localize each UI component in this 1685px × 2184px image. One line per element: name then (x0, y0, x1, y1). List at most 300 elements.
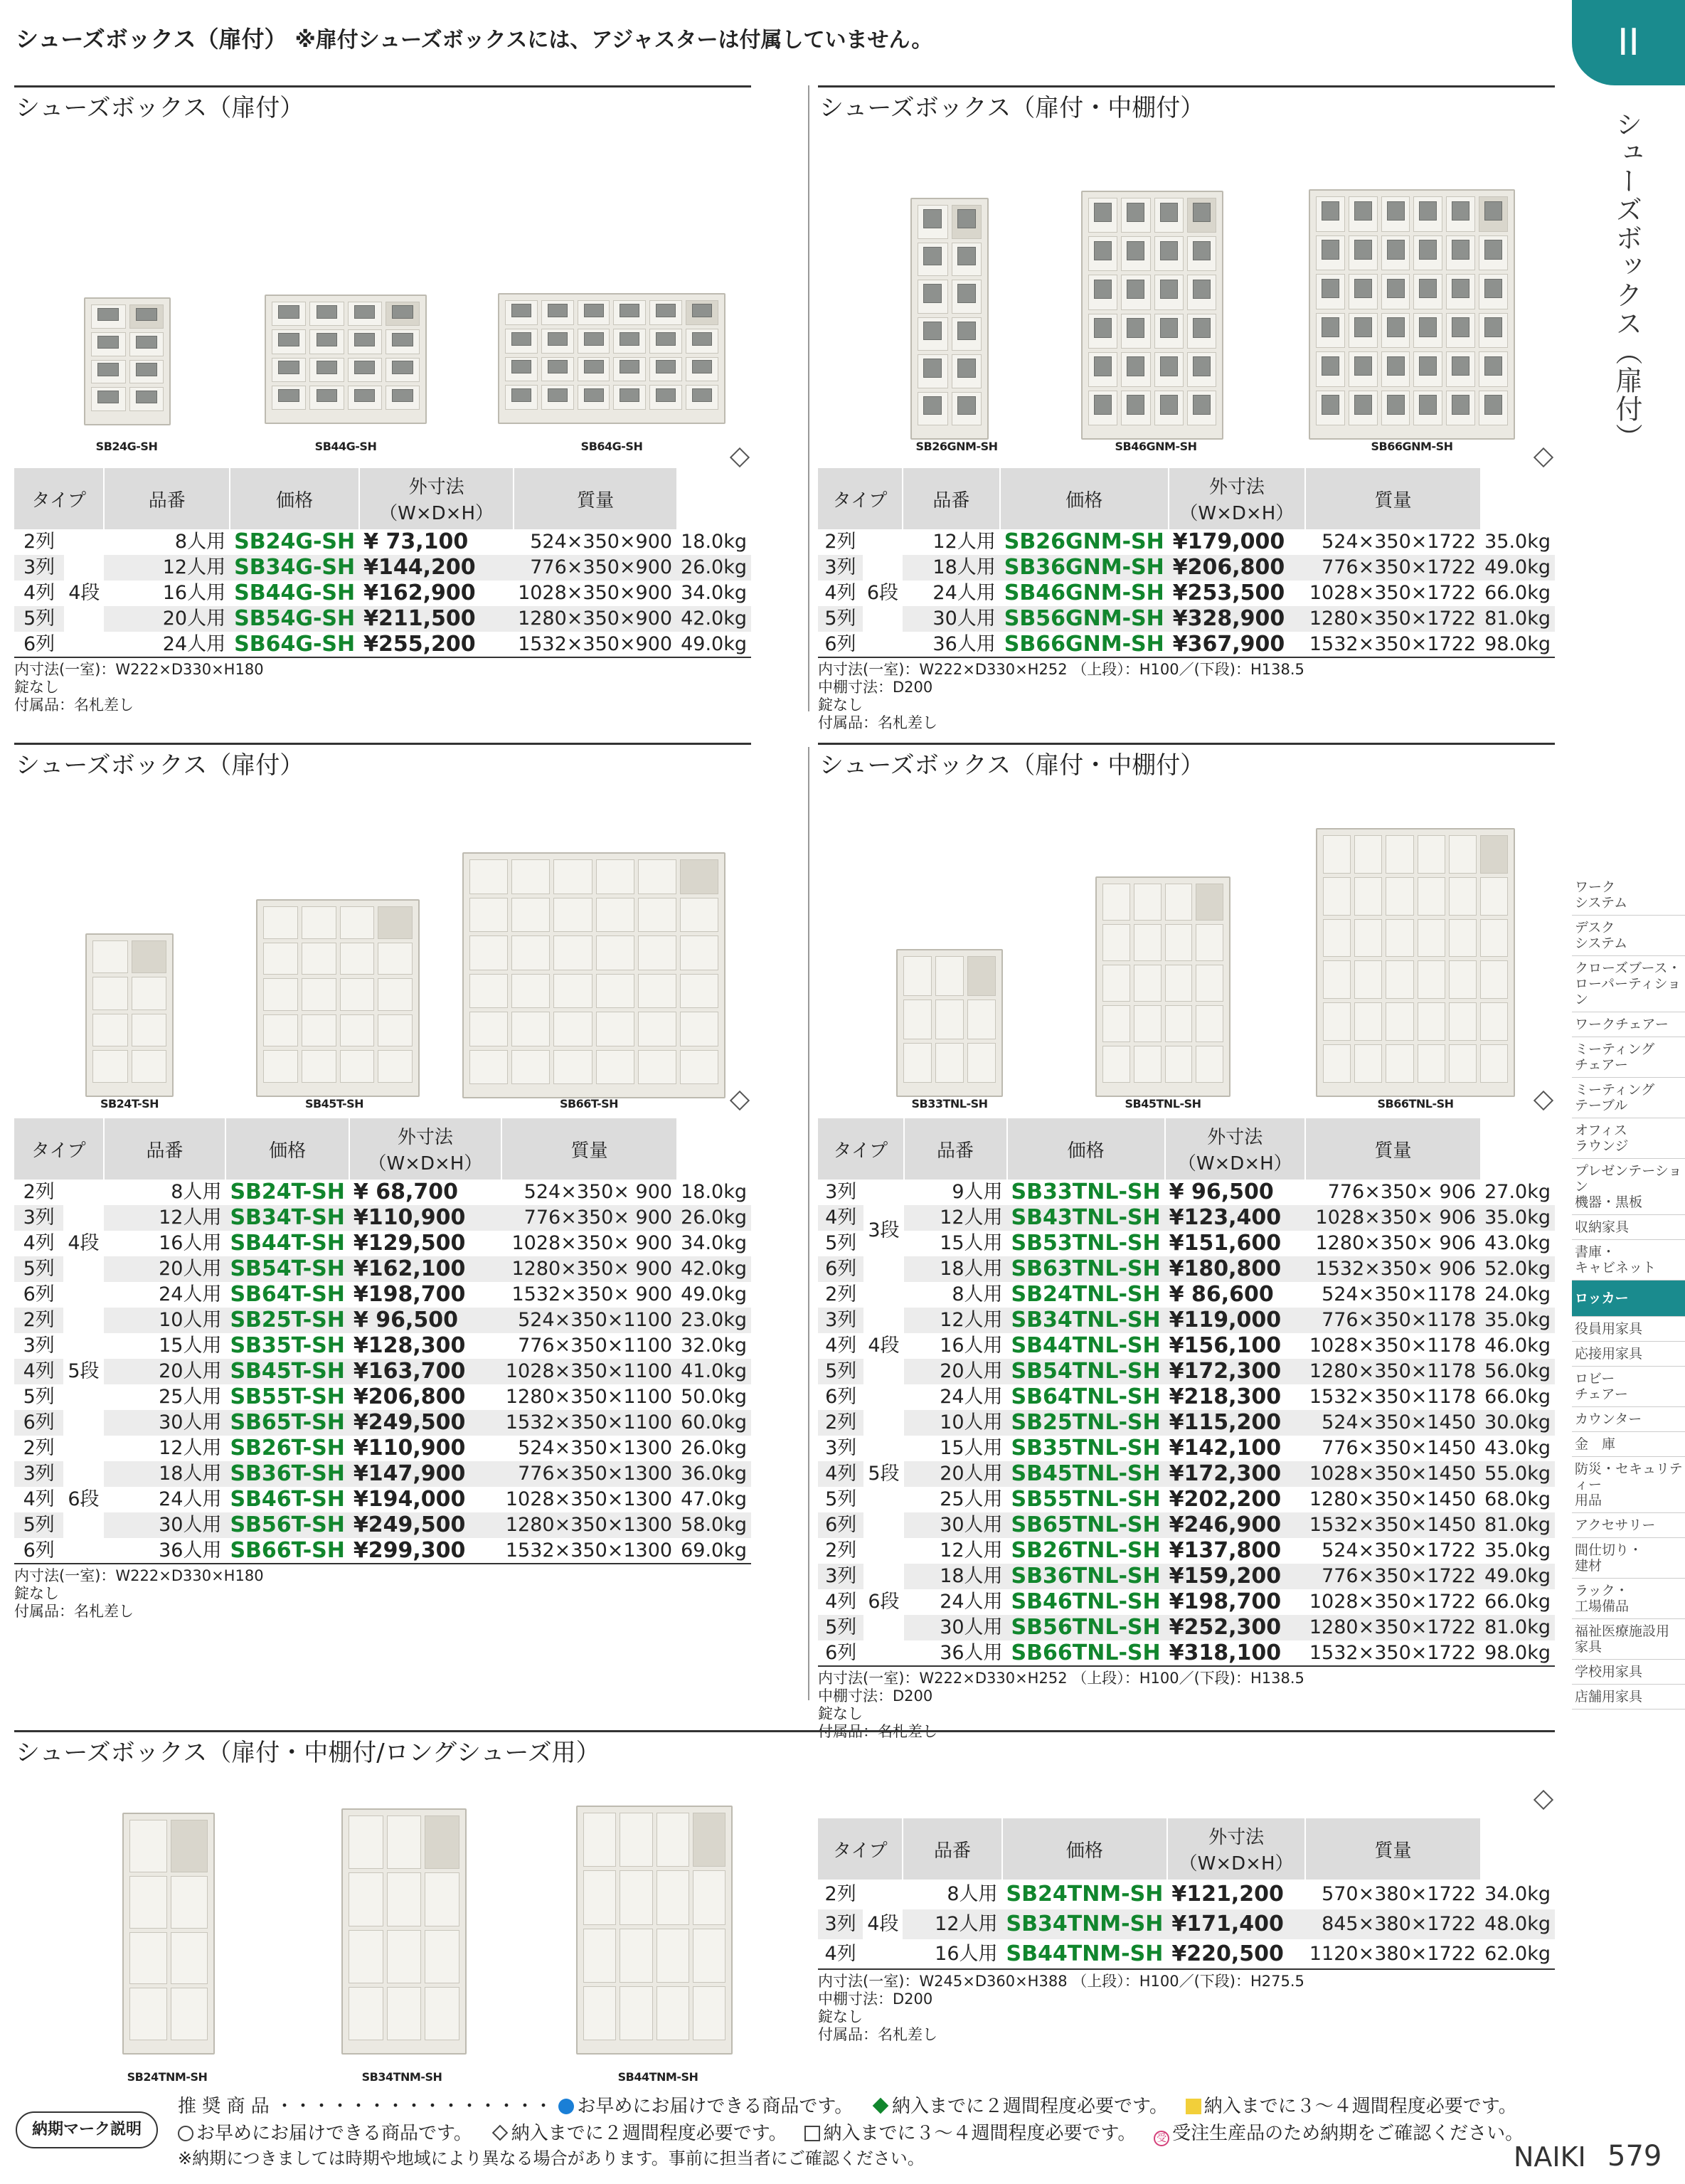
title-main: シューズボックス（扉付） (16, 26, 287, 53)
cell-dimensions: 1532×350× 900 (511, 1283, 673, 1305)
cell-price: ¥299,300 (353, 1537, 466, 1563)
sidebar-item[interactable]: 福祉医療施設用 家具 (1572, 1619, 1685, 1660)
cabinet-door (578, 385, 610, 410)
cell-columns: 4列 (824, 1942, 856, 1965)
cell-price: ¥ 96,500 (1169, 1180, 1274, 1204)
cell-weight: 26.0kg (681, 1437, 747, 1459)
table-row (14, 1180, 751, 1205)
cell-tiers: 4段 (63, 1180, 103, 1308)
brand-logo: NAIKI (1514, 2141, 1586, 2173)
cell-price: ¥318,100 (1169, 1640, 1282, 1665)
cell-capacity: 24人用 (932, 582, 996, 604)
cabinet-door (1479, 313, 1508, 349)
cell-part-number: SB26T-SH (230, 1436, 345, 1461)
section-sb-g (14, 85, 751, 714)
cabinet-door (1134, 924, 1162, 961)
cell-tiers: 4段 (863, 1282, 903, 1410)
sidebar-item[interactable]: 応接用家具 (1572, 1342, 1685, 1367)
cabinet-door (1349, 351, 1378, 387)
cabinet-door (1413, 274, 1442, 309)
header-part: 品番 (104, 1118, 226, 1180)
cabinet-door (613, 357, 646, 382)
cell-price: ¥218,300 (1169, 1384, 1282, 1409)
sidebar-item[interactable]: オフィス ラウンジ (1572, 1118, 1685, 1159)
note-line: 付属品：名札差し (818, 1723, 937, 1740)
cabinet-door (1446, 274, 1475, 309)
cell-capacity: 20人用 (104, 606, 230, 632)
cabinet-door (649, 357, 682, 382)
section-sb-gnm (818, 85, 1555, 732)
sidebar-item[interactable]: ミーティング チェアー (1572, 1037, 1685, 1078)
cabinet-door (1386, 960, 1413, 999)
cabinet-door (378, 943, 413, 975)
cell-weight: 24.0kg (1484, 1283, 1551, 1305)
sidebar-item[interactable]: 収納家具 (1572, 1215, 1685, 1240)
cabinet-door (91, 360, 126, 384)
note-line: 内寸法(一室)：W222×D330×H252 （上段）：H100／(下段)：H138.5 (818, 661, 1304, 678)
table-row (14, 1205, 751, 1231)
green-diamond-icon (873, 2098, 889, 2114)
cell-price: ¥249,500 (349, 1512, 501, 1538)
cabinet-door (967, 1000, 996, 1039)
cell-capacity: 24人用 (940, 1386, 1003, 1408)
cabinet-door (1196, 965, 1223, 1002)
spec-table (818, 1818, 1555, 1970)
product-image (1316, 828, 1515, 1097)
cabinet-door (511, 935, 550, 970)
cell-dimensions: 1028×350×1300 (505, 1488, 673, 1510)
sidebar-item[interactable]: ラック・ 工場備品 (1572, 1579, 1685, 1619)
cell-part-number: SB54T-SH (225, 1256, 349, 1282)
section-title: シューズボックス（扉付・中棚付/ロングシューズ用） (14, 1730, 1555, 1771)
image-caption: SB33TNL-SH (911, 1097, 988, 1110)
table-row (818, 1410, 1555, 1436)
cabinet-door (425, 1930, 459, 1983)
sidebar-item[interactable]: カウンター (1572, 1407, 1685, 1432)
cell-part-number: SB44G-SH (234, 581, 356, 605)
cell-capacity: 8人用 (952, 1283, 1003, 1305)
image-caption: SB66GNM-SH (1371, 440, 1453, 453)
product-image (341, 1808, 467, 2055)
note-line: 錠なし (14, 679, 59, 696)
cabinet-door (272, 386, 306, 410)
cabinet-door (386, 358, 420, 382)
cell-weight: 27.0kg (1484, 1181, 1551, 1203)
cabinet-door (680, 935, 718, 970)
cell-part-number: SB26GNM-SH (1004, 529, 1164, 554)
product-image (1095, 876, 1230, 1097)
cell-columns: 5列 (818, 1615, 863, 1640)
cell-price: ¥180,800 (1165, 1256, 1305, 1282)
cell-columns: 6列 (818, 1256, 863, 1282)
legend-text: お早めにお届けできる商品です。 (577, 2096, 854, 2117)
legend-footnote: ※納期につきましては時期や地域により異なる場合があります。事前に担当者にご確認ください。 (178, 2148, 925, 2168)
sidebar-item[interactable]: 間仕切り・ 建材 (1572, 1538, 1685, 1579)
cabinet-door (903, 956, 932, 996)
section-title: シューズボックス（扉付・中棚付） (818, 743, 1555, 784)
cabinet-door (1354, 919, 1382, 958)
cell-part-number: SB46GNM-SH (1004, 581, 1164, 605)
note-line: 付属品：名札差し (14, 696, 134, 714)
cabinet-door (263, 1050, 298, 1083)
cell-dimensions: 1028×350×1178 (1309, 1335, 1477, 1357)
header-part: 品番 (104, 468, 230, 529)
cell-capacity: 20人用 (904, 1461, 1007, 1487)
cabinet-door (553, 974, 592, 1009)
cabinet-door (1418, 1002, 1445, 1041)
cell-dimensions: 845×380×1722 (1305, 1909, 1480, 1939)
cabinet-door (1187, 236, 1216, 271)
cell-part-number: SB66GNM-SH (1004, 631, 1164, 657)
cell-dimensions: 1280×350× 900 (501, 1256, 676, 1282)
cabinet-door (1381, 391, 1410, 426)
cabinet-door (1165, 965, 1193, 1002)
table-row (14, 1282, 751, 1308)
cabinet-door (657, 1813, 689, 1867)
sidebar-category: シューズボックス（扉付） (1611, 110, 1642, 452)
table-row (14, 529, 751, 555)
cabinet-door (1088, 391, 1117, 425)
image-caption: SB46GNM-SH (1115, 440, 1197, 453)
cell-columns: 3列 (23, 1335, 55, 1357)
section-sb-tnl (818, 743, 1555, 1741)
cabinet-door (92, 977, 128, 1009)
cabinet-door (1165, 924, 1193, 961)
cell-dimensions: 1280×350×1100 (505, 1386, 673, 1408)
cell-columns: 3列 (825, 1181, 857, 1203)
cabinet-door (302, 1050, 336, 1083)
cell-capacity: 9人用 (952, 1181, 1003, 1203)
cabinet-door (349, 1872, 383, 1926)
cabinet-door (596, 898, 634, 933)
cabinet-door (1323, 877, 1351, 916)
sidebar-nav (1572, 875, 1685, 1709)
cell-weight: 30.0kg (1480, 1410, 1555, 1436)
page-title (16, 21, 932, 54)
table-row (14, 1384, 751, 1410)
cabinet-door (129, 387, 164, 411)
cabinet-door (1413, 313, 1442, 349)
title-note: ※扉付シューズボックスには、アジャスターは付属していません。 (294, 28, 933, 53)
delivery-diamond-icon (1533, 1790, 1553, 1810)
cabinet-door (132, 940, 167, 973)
cell-weight: 43.0kg (1484, 1232, 1551, 1254)
cabinet-door (1316, 196, 1345, 232)
cell-dimensions: 776×350×1300 (501, 1461, 676, 1487)
cell-dimensions: 1028×350×1722 (1309, 582, 1477, 604)
cell-dimensions: 776×350× 900 (501, 1205, 676, 1231)
cell-columns: 4列 (23, 582, 55, 604)
sidebar-item[interactable]: ワークチェアー (1572, 1012, 1685, 1037)
table-row (14, 1487, 751, 1512)
cell-capacity: 30人用 (104, 1512, 226, 1538)
cell-weight: 56.0kg (1480, 1359, 1555, 1384)
product-image (1081, 191, 1223, 440)
cell-capacity: 30人用 (904, 1512, 1007, 1538)
cell-part-number: SB24G-SH (234, 529, 356, 554)
cabinet-door (1088, 236, 1117, 271)
cell-part-number: SB56TNL-SH (1007, 1615, 1165, 1640)
sidebar-item[interactable]: ロビー チェアー (1572, 1367, 1685, 1407)
sidebar-item[interactable]: ワーク システム (1572, 875, 1685, 916)
cell-columns: 5列 (23, 1386, 55, 1408)
cell-weight: 42.0kg (676, 1256, 751, 1282)
cell-capacity: 20人用 (904, 1359, 1007, 1384)
cell-columns: 3列 (14, 1461, 63, 1487)
cabinet-door (553, 935, 592, 970)
cell-dimensions: 1028×350×1722 (1309, 1591, 1477, 1613)
cell-part-number: SB44TNL-SH (1011, 1333, 1161, 1358)
cell-price: ¥142,100 (1169, 1436, 1282, 1461)
cell-columns: 5列 (14, 1512, 63, 1538)
cabinet-door (1446, 391, 1475, 426)
cell-columns: 2列 (824, 531, 856, 553)
header-weight: 質量 (1305, 1818, 1480, 1880)
image-caption: SB66TNL-SH (1377, 1097, 1454, 1110)
cell-columns: 2列 (14, 1308, 63, 1333)
cell-columns: 2列 (23, 531, 55, 553)
cell-tiers: 4段 (64, 529, 104, 657)
cabinet-door (952, 317, 982, 351)
sidebar-item[interactable]: 防災・セキュリティー 用品 (1572, 1457, 1685, 1513)
cell-capacity: 24人用 (940, 1591, 1003, 1613)
table-row (14, 1256, 751, 1282)
cell-part-number: SB34T-SH (225, 1205, 349, 1231)
cell-price: ¥172,300 (1165, 1461, 1305, 1487)
cell-capacity: 25人用 (940, 1488, 1003, 1510)
cabinet-door (686, 357, 718, 382)
made-to-order-icon: 受 (1154, 2131, 1169, 2146)
table-row (818, 632, 1555, 657)
cabinet-door (1121, 275, 1150, 309)
cell-part-number: SB54TNL-SH (1007, 1359, 1165, 1384)
cell-dimensions: 1532×350×1450 (1305, 1512, 1480, 1538)
cabinet-door (469, 1050, 508, 1085)
note-line: 錠なし (818, 696, 863, 714)
table-row (14, 1333, 751, 1359)
cell-dimensions: 1280×350×1450 (1309, 1488, 1477, 1510)
cabinet-door (1349, 391, 1378, 426)
cell-dimensions: 1280×350×1300 (501, 1512, 676, 1538)
cell-price: ¥206,800 (353, 1384, 466, 1409)
cell-columns: 6列 (824, 632, 856, 655)
cabinet-door (309, 329, 344, 354)
cabinet-door (686, 385, 718, 410)
product-image (85, 933, 174, 1097)
cabinet-door (92, 1050, 128, 1083)
cabinet-door (171, 1932, 208, 1985)
cabinet-door (638, 974, 676, 1009)
cabinet-door (1354, 1044, 1382, 1083)
table-row (818, 1538, 1555, 1564)
cell-weight: 49.0kg (681, 632, 747, 655)
column-divider (808, 747, 809, 1700)
cell-columns: 2列 (825, 1283, 857, 1305)
sidebar-item[interactable]: アクセサリー (1572, 1513, 1685, 1538)
cabinet-door (553, 898, 592, 933)
product-image (896, 949, 1003, 1097)
cell-dimensions: 570×380×1722 (1322, 1883, 1477, 1905)
cell-dimensions: 1280×350×1178 (1305, 1359, 1480, 1384)
cabinet-door (1187, 314, 1216, 349)
cabinet-door (1323, 919, 1351, 958)
cell-dimensions: 1532×350× 906 (1305, 1256, 1480, 1282)
cell-part-number: SB55TNL-SH (1011, 1487, 1161, 1512)
cell-price: ¥110,900 (353, 1436, 466, 1461)
cell-capacity: 12人用 (159, 1437, 222, 1459)
cabinet-door (302, 1014, 336, 1047)
cabinet-door (1187, 352, 1216, 387)
cabinet-door (1323, 1044, 1351, 1083)
cabinet-door (649, 385, 682, 410)
cabinet-door (583, 1870, 616, 1924)
cell-weight: 34.0kg (681, 582, 747, 604)
cell-price: ¥156,100 (1169, 1333, 1282, 1358)
cell-capacity: 15人用 (940, 1437, 1003, 1459)
cell-price: ¥194,000 (353, 1487, 466, 1512)
cell-columns: 3列 (14, 555, 64, 581)
cabinet-door (272, 302, 306, 326)
legend-recommended: 推 奨 商 品 ・・・・・・・・・・・・・・・ (178, 2096, 553, 2117)
cell-columns: 6列 (23, 632, 55, 655)
cabinet-door (657, 1986, 689, 2040)
sidebar-item[interactable]: 学校用家具 (1572, 1660, 1685, 1685)
cabinet-door (620, 1986, 652, 2040)
sidebar-item[interactable]: クローズブース・ ローパーティション (1572, 956, 1685, 1012)
cabinet-door (638, 935, 676, 970)
cabinet-door (425, 1815, 459, 1869)
cabinet-door (1479, 391, 1508, 426)
cabinet-door (1480, 919, 1508, 958)
table-row (818, 1939, 1555, 1969)
table-row (818, 555, 1555, 581)
note-line: 錠なし (818, 1705, 863, 1722)
cabinet-door (511, 859, 550, 894)
cell-price: ¥198,700 (353, 1282, 466, 1307)
cabinet-door (918, 280, 948, 314)
cabinet-door (132, 1014, 167, 1046)
cabinet-door (272, 329, 306, 354)
cell-price: ¥ 73,100 (363, 529, 469, 554)
sidebar-item[interactable]: 役員用家具 (1572, 1317, 1685, 1342)
cell-weight: 34.0kg (1484, 1883, 1551, 1905)
chapter-tab[interactable]: II (1572, 0, 1685, 85)
cabinet-door (541, 329, 574, 354)
cell-tiers: 6段 (863, 1538, 903, 1666)
cabinet-door (469, 935, 508, 970)
cabinet-door (1102, 884, 1130, 921)
cell-capacity: 36人用 (159, 1539, 222, 1562)
cabinet-door (918, 205, 948, 239)
cabinet-door (553, 1050, 592, 1085)
cabinet-door (680, 898, 718, 933)
table-row (14, 1410, 751, 1436)
sidebar-item[interactable]: 金 庫 (1572, 1432, 1685, 1457)
cabinet-door (263, 943, 298, 975)
header-weight: 質量 (1305, 468, 1480, 529)
cabinet-door (91, 304, 126, 329)
cell-capacity: 20人用 (104, 1256, 226, 1282)
cabinet-door (1480, 1044, 1508, 1083)
cabinet-door (918, 354, 948, 388)
cabinet-door (1446, 313, 1475, 349)
header-type: タイプ (14, 1118, 104, 1180)
cabinet-door (596, 1050, 634, 1085)
cell-part-number: SB64T-SH (230, 1282, 345, 1307)
cell-weight: 60.0kg (676, 1410, 751, 1436)
cabinet-door (1386, 919, 1413, 958)
cell-dimensions: 776×350×1722 (1305, 1564, 1480, 1589)
sidebar-item[interactable]: ミーティング テーブル (1572, 1078, 1685, 1118)
image-caption: SB45T-SH (304, 1097, 364, 1110)
cabinet-door (952, 205, 982, 239)
cabinet-door (1446, 235, 1475, 271)
section-title: シューズボックス（扉付） (14, 743, 751, 784)
sidebar-item[interactable]: 店舗用家具 (1572, 1685, 1685, 1709)
cabinet-door (638, 1012, 676, 1046)
spec-notes (14, 658, 751, 714)
cabinet-door (1354, 877, 1382, 916)
cell-part-number: SB65T-SH (225, 1410, 349, 1436)
cell-price: ¥172,300 (1165, 1359, 1305, 1384)
sidebar-item[interactable]: ロッカー (1572, 1281, 1685, 1317)
cabinet-door (1354, 960, 1382, 999)
cell-capacity: 20人用 (104, 1359, 226, 1384)
cabinet-door (387, 1872, 422, 1926)
cell-price: ¥ 68,700 (353, 1180, 458, 1204)
cell-columns: 3列 (818, 555, 863, 581)
cabinet-door (1449, 919, 1477, 958)
cabinet-door (1134, 1046, 1162, 1083)
cell-weight: 35.0kg (1480, 1308, 1555, 1333)
cell-price: ¥137,800 (1169, 1538, 1282, 1563)
cell-capacity: 24人用 (162, 632, 226, 655)
cabinet-door (1349, 235, 1378, 271)
cabinet-door (1418, 877, 1445, 916)
cabinet-door (1323, 1002, 1351, 1041)
sidebar-item[interactable]: プレゼンテーション 機器・黒板 (1572, 1159, 1685, 1215)
sidebar-item[interactable]: デスク システム (1572, 916, 1685, 956)
table-row (818, 1359, 1555, 1384)
cell-dimensions: 524×350×1178 (1322, 1283, 1477, 1305)
cell-dimensions: 1532×350×1722 (1309, 1641, 1477, 1664)
cabinet-door (1316, 391, 1345, 426)
table-row (818, 1512, 1555, 1538)
header-type: タイプ (818, 468, 903, 529)
table-row (818, 1308, 1555, 1333)
sidebar-item[interactable]: 書庫・ キャビネット (1572, 1240, 1685, 1281)
cabinet-door (132, 977, 167, 1009)
cabinet-door (348, 302, 382, 326)
cabinet-door (918, 392, 948, 426)
cell-weight: 81.0kg (1480, 1615, 1555, 1640)
cabinet-door (1349, 274, 1378, 309)
page-number: 579 (1607, 2140, 1662, 2173)
cell-part-number: SB46T-SH (230, 1487, 345, 1512)
cell-capacity: 30人用 (104, 1410, 226, 1436)
cell-columns: 5列 (818, 1359, 863, 1384)
cell-dimensions: 524×350×1100 (501, 1308, 676, 1333)
cabinet-door (1187, 275, 1216, 309)
cabinet-door (302, 943, 336, 975)
cabinet-door (680, 859, 718, 894)
cabinet-door (129, 1876, 167, 1929)
cell-columns: 6列 (825, 1641, 857, 1664)
cabinet-door (129, 1820, 167, 1872)
cell-price: ¥162,900 (363, 581, 476, 605)
blue-dot-icon (558, 2099, 574, 2114)
cell-part-number: SB63TNL-SH (1007, 1256, 1165, 1282)
